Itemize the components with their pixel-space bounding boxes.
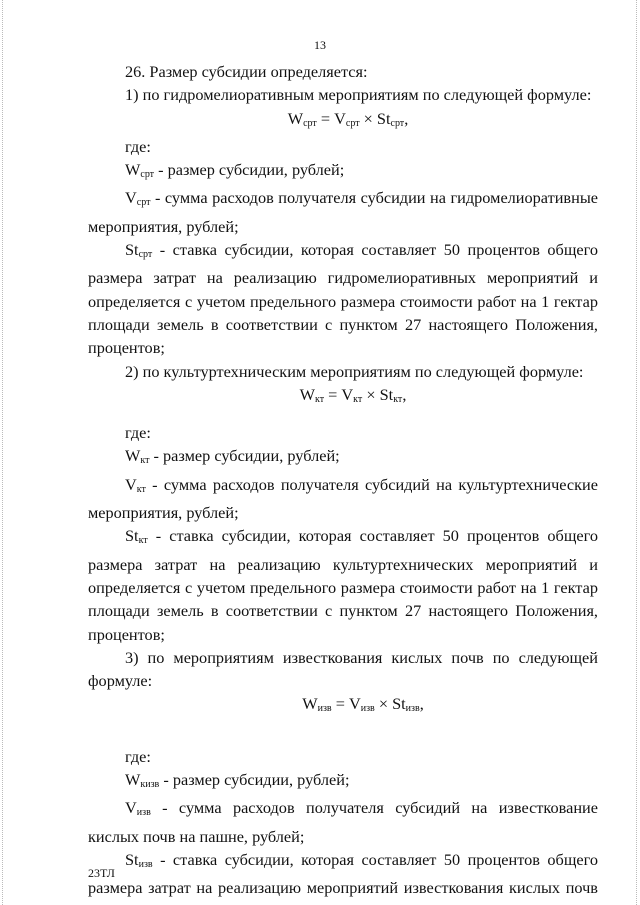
s1-intro: 1) по гидромелиоративным мероприятиям по следующей формуле:: [125, 85, 592, 105]
s3-def-W: $W_{кизв}$ - размер субсидии, рублей;: [125, 770, 350, 791]
paragraph-26-heading: 26. Размер субсидии определяется:: [125, 62, 368, 81]
formula-W: W: [299, 384, 315, 404]
s3-def-St: $St_{изв}$ - ставка субсидии, которая составляет 50 процентов общего размера затрат на реализацию мероприятий известкования кислых почв: [88, 849, 598, 898]
s2-formula: [88, 383, 598, 411]
def-subscript: изв: [138, 858, 153, 870]
formula-V-subscript: изв: [360, 703, 375, 715]
def-text: - ставка субсидии, которая составляет 50 процентов общего размера затрат на реализацию культуртехнических мероприятий и определяется с учетом предельного размера стоимости работ на 1 гектар площади земель в соответствии с пунктом 27 настоящего Положения, процентов;: [88, 526, 598, 644]
s2-def-St: $St_{кт}$ - ставка субсидии, которая составляет 50 процентов общего размера затрат на реализацию культуртехнических мероприятий и определяется с учетом предельного размера стоимости работ на 1 гектар площади земель в соответствии с пунктом 27 настоящего Положения, процентов;: [88, 526, 598, 644]
formula-equals: =: [331, 694, 349, 714]
def-subscript: изв: [136, 807, 151, 819]
scan-edge-right: [636, 0, 638, 905]
formula-V: V: [348, 694, 361, 714]
formula-times: ×: [359, 108, 377, 128]
formula-end: ,: [404, 108, 409, 128]
formula-W-subscript: срт: [303, 117, 317, 129]
formula-V: V: [334, 108, 346, 128]
formula-St: St: [376, 108, 391, 128]
formula-end: ,: [402, 384, 407, 404]
def-subscript: кизв: [140, 779, 160, 791]
formula-end: ,: [419, 694, 424, 714]
formula-V-subscript: кт: [353, 393, 363, 405]
formula-St-subscript: кт: [393, 393, 403, 405]
s2-intro: 2) по культуртехническим мероприятиям по следующей формуле:: [125, 361, 584, 381]
formula-St: St: [379, 384, 394, 404]
formula-equals: =: [316, 108, 335, 128]
body-text: [88, 60, 598, 900]
def-text: - сумма расходов получателя субсидии на гидромелиоративные мероприятия, рублей;: [88, 188, 598, 236]
def-subscript: кт: [138, 535, 148, 547]
formula-St-subscript: изв: [405, 703, 420, 715]
s3-intro: 3) по мероприятиям известкования кислых почв по следующей формуле:: [88, 647, 598, 691]
page-number: 13: [314, 38, 326, 52]
formula-St-subscript: срт: [390, 117, 405, 129]
def-subscript: срт: [138, 249, 153, 261]
def-text: - ставка субсидии, которая составляет 50 процентов общего размера затрат на реализацию мероприятий известкования кислых почв: [88, 849, 598, 898]
formula-W: W: [302, 694, 318, 714]
def-text: - сумма расходов получателя субсидий на известкование кислых почв на пашне, рублей;: [88, 798, 598, 846]
formula-equals: =: [324, 384, 342, 404]
def-subscript: кт: [136, 483, 146, 495]
def-subscript: кт: [140, 455, 150, 467]
s3-where: где:: [125, 746, 151, 766]
def-text: - ставка субсидии, которая составляет 50 процентов общего размера затрат на реализацию гидромелиоративных мероприятий и определяется с учетом предельного размера стоимости работ на 1 гектар площади земель в соответствии с пунктом 27 настоящего Положения, процентов;: [88, 240, 598, 358]
s1-def-W: $W_{срт}$ - размер субсидии, рублей;: [125, 160, 345, 181]
s3-def-V: $V_{изв}$ - сумма расходов получателя субсидий на известкование кислых почв на пашне, рублей;: [88, 798, 598, 846]
s1-where: где:: [125, 136, 151, 156]
formula-W-subscript: кт: [314, 393, 325, 405]
s2-def-W: $W_{кт}$ - размер субсидии, рублей;: [125, 446, 340, 467]
formula-V: V: [341, 384, 354, 404]
def-subscript: срт: [140, 169, 155, 181]
def-text: - сумма расходов получателя субсидий на культуртехнические мероприятия, рублей;: [88, 474, 598, 523]
formula-St: St: [392, 694, 406, 714]
formula-W-subscript: изв: [317, 703, 332, 715]
formula-times: ×: [374, 694, 393, 714]
def-text: - размер субсидии, рублей;: [159, 770, 350, 790]
def-text: - размер субсидии, рублей;: [149, 446, 340, 466]
s3-formula: [88, 692, 598, 720]
formula-W: W: [287, 108, 304, 128]
def-subscript: срт: [136, 197, 151, 209]
def-text: - размер субсидии, рублей;: [154, 160, 345, 180]
formula-times: ×: [362, 384, 380, 404]
s1-def-St: $St_{срт}$ - ставка субсидии, которая составляет 50 процентов общего размера затрат на реализацию гидромелиоративных мероприятий и определяется с учетом предельного размера стоимости работ на 1 гектар площади земель в соответствии с пунктом 27 настоящего Положения, процентов;: [88, 240, 598, 358]
s2-where: где:: [125, 423, 151, 443]
s1-def-V: $V_{срт}$ - сумма расходов получателя субсидии на гидромелиоративные мероприятия, рублей;: [88, 188, 598, 236]
formula-V-subscript: срт: [345, 117, 360, 129]
s2-def-V: $V_{кт}$ - сумма расходов получателя субсидий на культуртехнические мероприятия, рублей;: [88, 474, 598, 523]
footer-code: 23ТЛ: [88, 866, 115, 880]
scan-edge-left: [2, 0, 4, 905]
s1-formula: [88, 107, 598, 135]
